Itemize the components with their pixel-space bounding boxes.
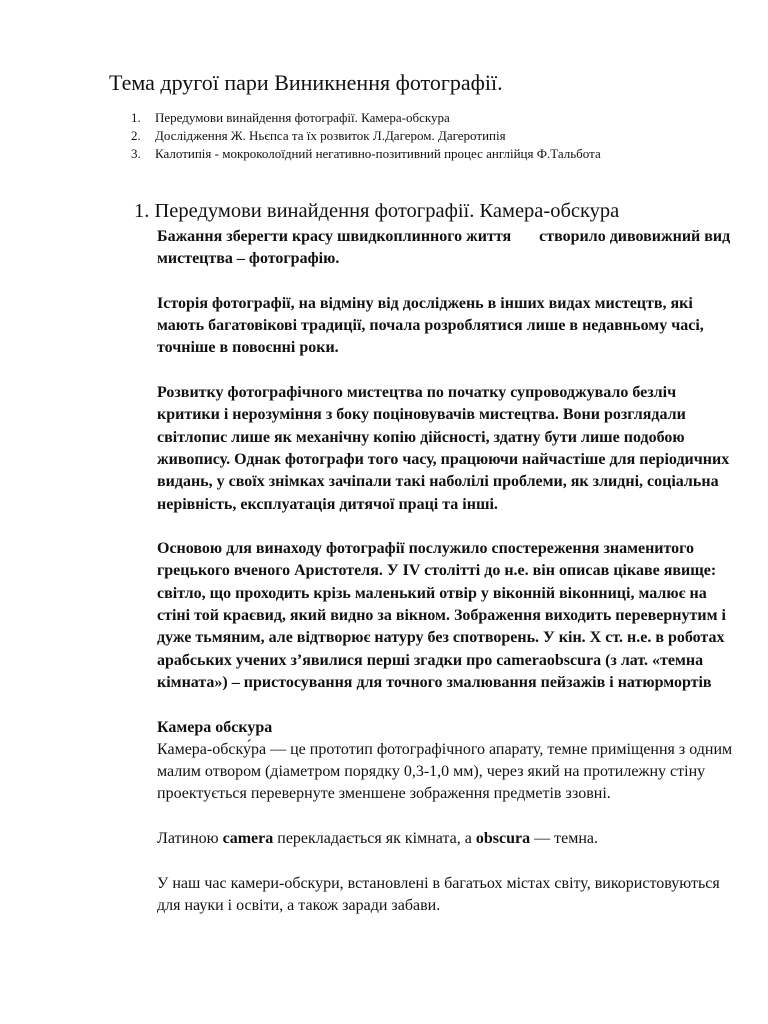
intro-text-a: Бажання зберегти красу швидкоплинного життя [157,228,512,245]
latin-word-camera: camera [222,830,274,848]
table-of-contents [131,109,601,163]
toc-item-number: 2. [131,128,141,143]
history-paragraph: Історія фотографії, на відміну від досліджень в інших видах мистецтв, які мають багатовікові традиції, почала розроблятися лише в недавньому часі, точніше в повоєнні роки. [157,294,704,357]
toc-item [131,109,601,127]
latin-paragraph [157,828,742,850]
camera-definition-paragraph: Камера-обску́ра — це прототип фотографічного апарату, темне приміщення з одним малим отвором (діаметром порядку 0,3-1,0 мм), через який на протилежну стіну проектується перевернуте зменшене зображення предметів ззовні. [157,740,733,803]
intro-text-b: створило дивовижний вид мистецтва – фотографію. [157,228,731,268]
criticism-paragraph: Розвитку фотографічного мистецтва по початку супроводжувало безліч критики і нерозуміння з боку поціновувачів мистецтва. Вони розглядали світлопис лише як механічну копію дійсності, здатну бути лише подобою живопису. Однак фотографи того часу, працюючи найчастіше для періодичних видань, у своїх знімках зачіпали такі наболілі проблеми, як злидні, соціальна нерівність, експлуатація дитячої праці та інші. [157,384,730,513]
latin-text-a: Латиною [157,830,223,848]
toc-item-text: Дослідження Ж. Ньєпса та їх розвиток Л.Дагером. Дагеротипія [155,128,506,143]
section-body [157,226,742,940]
toc-item-number: 3. [131,146,141,161]
toc-item-text: Передумови винайдення фотографії. Камера-обскура [155,110,450,125]
section-heading: 1. Передумови винайдення фотографії. Камера-обскура [134,200,620,222]
toc-item [131,145,601,163]
latin-text-e: — темна. [530,830,598,848]
latin-word-obscura: obscura [475,830,531,848]
toc-item [131,127,601,145]
modern-use-paragraph: У наш час камери-обскури, встановлені в багатьох містах світу, використовуються для науки і освіти, а також заради забави. [157,874,720,914]
aristotle-paragraph: Основою для винаходу фотографії послужило спостереження знаменитого грецького вченого Аристотеля. У IV столітті до н.е. він описав цікаве явище: світло, що проходить крізь маленький отвір у віконній віконниці, малює на стіні той краєвид, який видно за вікном. Зображення виходить перевернутим і дуже тьмяним, але відтворює натуру без спотворень. У кін. X ст. н.е. в роботах арабських учених з’явилися перші згадки про cameraobscura (з лат. «темна кімната») – пристосування для точного змалювання пейзажів і натюрмортів [157,540,726,691]
latin-text-c: перекладається як кімната, а [273,830,476,848]
toc-item-text: Калотипія - мокроколоїдний негативно-позитивний процес англійця Ф.Тальбота [155,146,601,161]
page-title: Тема другої пари Виникнення фотографії. [109,70,503,95]
camera-obscura-heading: Камера обскура [157,718,273,736]
toc-item-number: 1. [131,110,141,125]
intro-paragraph [157,226,742,271]
